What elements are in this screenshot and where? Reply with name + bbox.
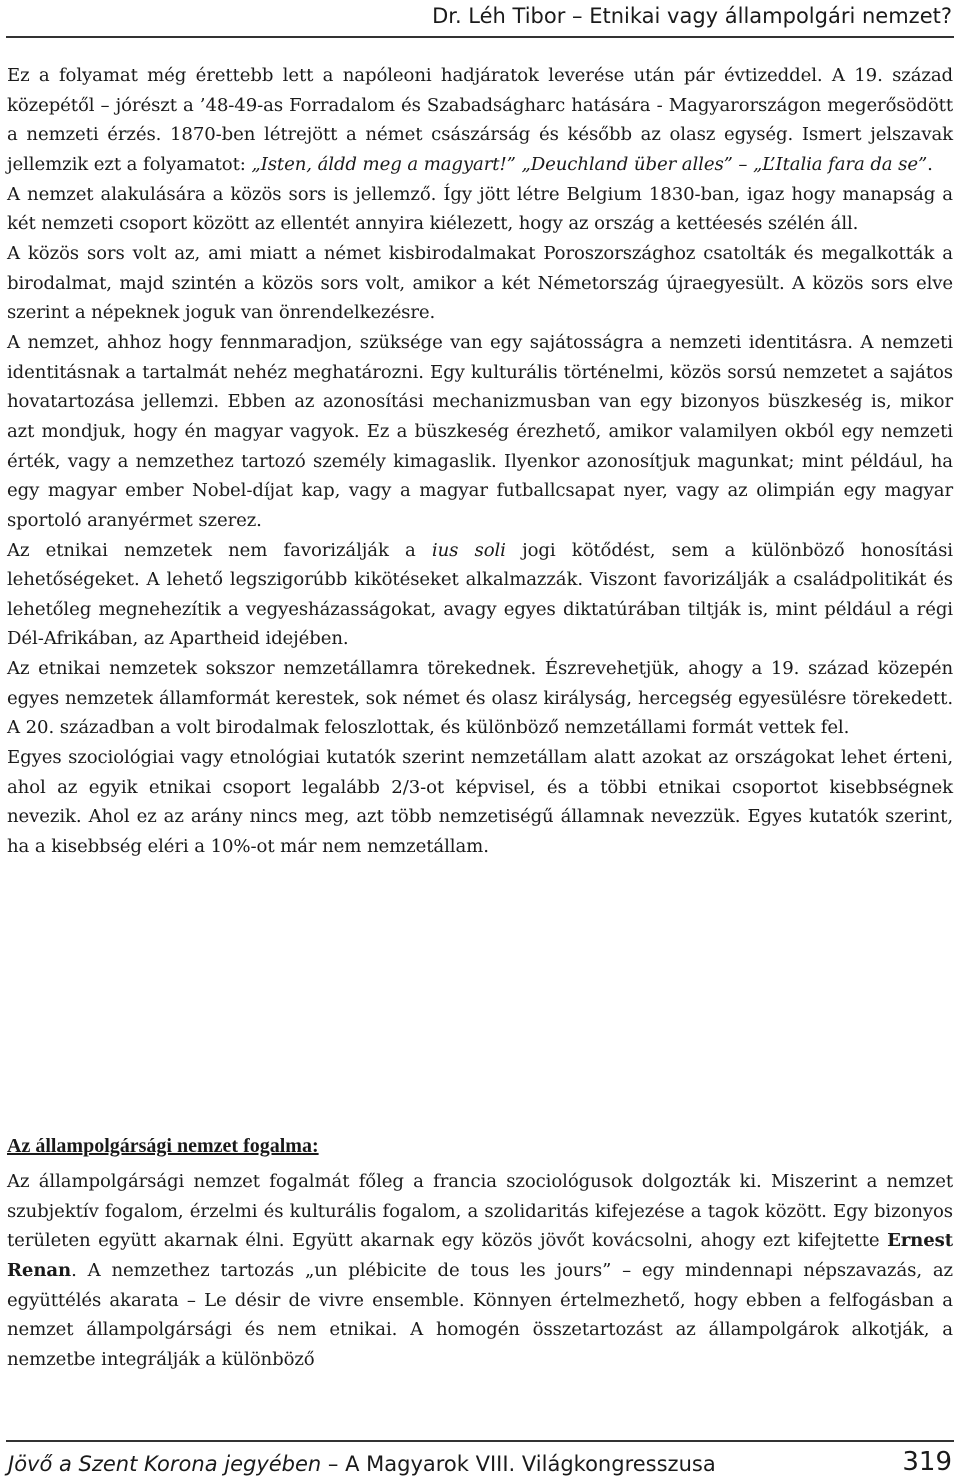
paragraph-5-text-a: Az etnikai nemzetek nem favorizálják a bbox=[7, 539, 432, 561]
ius-soli-term: ius soli bbox=[431, 539, 506, 561]
main-text bbox=[7, 61, 953, 862]
footer-title-italic: Jövő a Szent Korona jegyében bbox=[8, 1452, 322, 1476]
footer-title bbox=[8, 1452, 716, 1476]
header-rule bbox=[6, 36, 954, 38]
footer-rule bbox=[6, 1440, 954, 1442]
paragraph-1 bbox=[7, 61, 953, 180]
paragraph-6: Az etnikai nemzetek sokszor nemzetállamra törekednek. Észrevehetjük, ahogy a 19. század közepén egyes nemzetek államformát kerestek, sok német és olasz királyság, hercegség egyesülésre törekedett. A 20. században a volt birodalmak feloszlottak, és különböző nemzetállami formát vettek fel. bbox=[7, 658, 953, 739]
paragraph-2: A nemzet alakulására a közös sors is jellemző. Így jött létre Belgium 1830-ban, igaz hogy manapság a két nemzeti csoport között az ellentét annyira kiélezett, hogy az ország a kettéesés szélén áll. bbox=[7, 183, 953, 235]
slogan-italian: „L’Italia fara da se” bbox=[753, 153, 928, 175]
section-text bbox=[7, 1167, 953, 1375]
author-name: Ernest Renan bbox=[7, 1230, 953, 1281]
paragraph-1-end: . bbox=[927, 153, 933, 175]
dash: – bbox=[732, 153, 754, 175]
page-number: 319 bbox=[902, 1447, 952, 1477]
section-text-a: Az állampolgársági nemzet fogalmát főleg a francia szociológusok dolgozták ki. Miszerint a nemzet szubjektív fogalom, érzelmi és kulturális fogalom, a szolidaritás kifejezése a tagok között. Egy bizonyos területen együtt akarnak élni. Együtt akarnak egy közös jövőt kovácsolni, ahogy ezt kifejtette bbox=[7, 1171, 953, 1252]
section-heading: Az állampolgársági nemzet fogalma: bbox=[7, 1135, 319, 1157]
paragraph-5-text-b: jogi kötődést, sem a különböző honosítási lehetőségeket. A lehető legszigorúbb kikötéseket alkalmazzák. Viszont favorizálják a családpolitikát és lehetőleg megnehezítik a vegyesházasságokat, avagy egyes diktatúrában tiltják is, mint például a régi Dél-Afrikában, az Apartheid idejében. bbox=[7, 539, 953, 650]
paragraph-5 bbox=[7, 536, 953, 655]
paragraph-1-text: Ez a folyamat még érettebb lett a napóleoni hadjáratok leverése után pár évtizeddel. A 19. század közepétől – jórészt a ’48-49-as Forradalom és Szabadságharc hatására - Magyarországon megerősödött a nemzeti érzés. 1870-ben létrejött a német császárság és később az olasz egység. Ismert jelszavak jellemzik ezt a folyamatot: bbox=[7, 65, 953, 175]
running-header: Dr. Léh Tibor – Etnikai vagy állampolgári nemzet? bbox=[432, 4, 952, 28]
slogan-german: „Deuchland über alles” bbox=[521, 153, 733, 175]
slogan-hungarian: „Isten, áldd meg a magyart!” bbox=[251, 153, 516, 175]
paragraph-7: Egyes szociológiai vagy etnológiai kutatók szerint nemzetállam alatt azokat az országokat lehet érteni, ahol az egyik etnikai csoport legalább 2/3-ot képvisel, és a többi etnikai csoportot kisebbségnek nevezik. Ahol ez az arány nincs meg, azt több nemzetiségű államnak nevezzük. Egyes kutatók szerint, ha a kisebbség eléri a 10%-ot már nem nemzetállam. bbox=[7, 747, 953, 858]
paragraph-4: A nemzet, ahhoz hogy fennmaradjon, szüksége van egy sajátosságra a nemzeti identitásra. A nemzeti identitásnak a tartalmát nehéz meghatározni. Egy kulturális történelmi, közös sorsú nemzetet a sajátos hovatartozása jellemzi. Ebben az azonosítási mechanizmusban van egy bizonyos büszkeség is, mikor azt mondjuk, hogy én magyar vagyok. Ez a büszkeség érezhető, amikor valamilyen okból egy nemzeti érték, vagy a nemzethez tartozó személy kimagaslik. Ilyenkor azonosítjuk magunkat; mint például, ha egy magyar ember Nobel-díjat kap, vagy a magyar futballcsapat nyer, vagy az olimpián egy magyar sportoló aranyérmet szerez. bbox=[7, 331, 953, 531]
section-paragraph bbox=[7, 1167, 953, 1375]
section-text-b: . A nemzethez tartozás „un plébicite de tous les jours” – egy mindennapi népszavazás, az együttélés akarata – Le désir de vivre ensemble. Könnyen értelmezhető, hogy ebben a felfogásban a nemzet állampolgársági és nem etnikai. A homogén összetartozást az állampolgárok alkotják, a nemzetbe integrálják a különböző bbox=[7, 1259, 953, 1370]
paragraph-3: A közös sors volt az, ami miatt a német kisbirodalmakat Poroszországhoz csatolták és megalkották a birodalmat, majd szintén a közös sors volt, amikor a két Németország újraegyesült. A közös sors elve szerint a népeknek joguk van önrendelkezésre. bbox=[7, 242, 953, 324]
footer-title-rest: – A Magyarok VIII. Világkongresszusa bbox=[321, 1452, 716, 1476]
